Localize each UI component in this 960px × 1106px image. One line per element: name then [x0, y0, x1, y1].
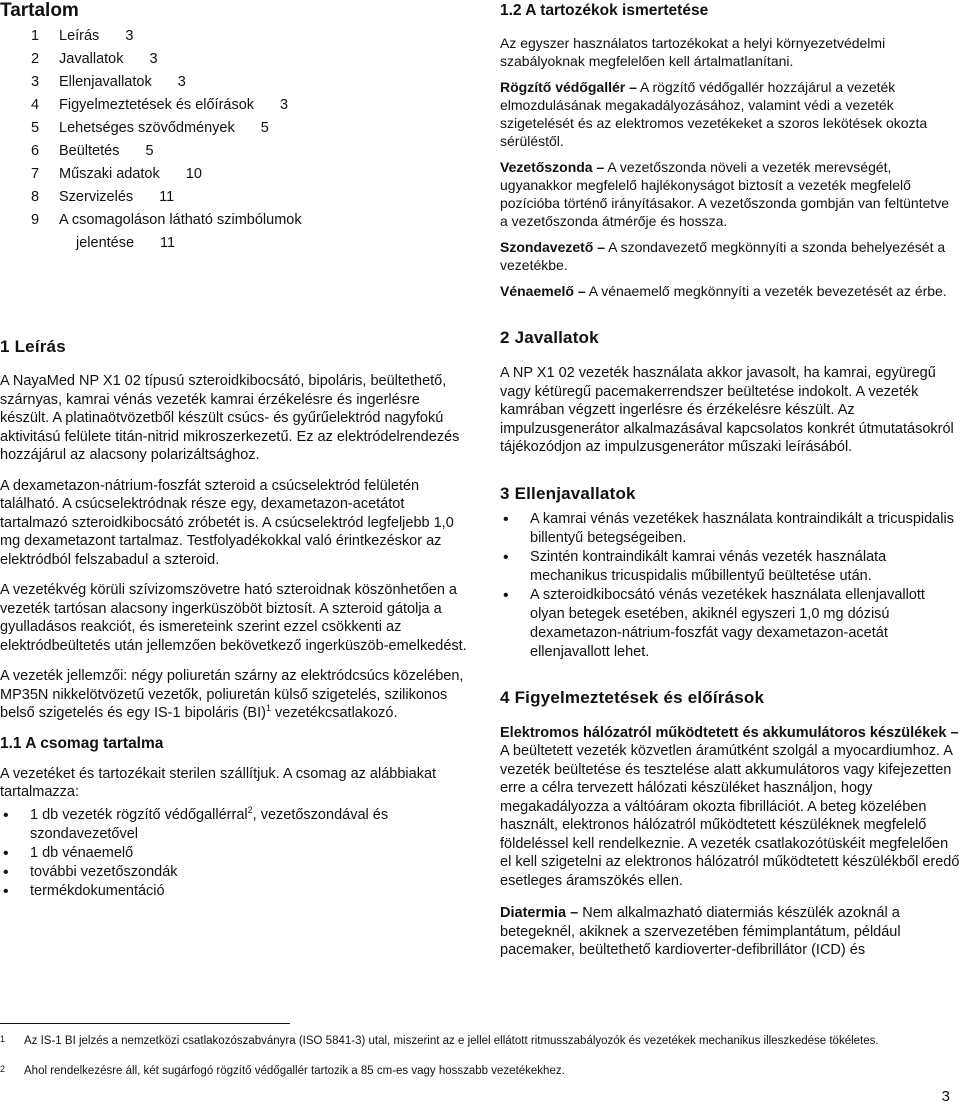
paragraph: A vezetékvég körüli szívizomszövetre ható szteroidnak köszönhetően a vezeték tartósan alacsony ingerküszöböt biztosít. A szteroid gátolja a gyulladásos reakciót, és ismereteink szerint ezzel csökkenti az elektródbeültetés után jellemzően bekövetkező ingerküszöb-emelkedést.	[0, 582, 467, 654]
footnote-ref[interactable]: 2	[247, 804, 253, 815]
toc-item[interactable]: 9 A csomagoláson látható szimbólumok	[31, 212, 302, 228]
toc-item[interactable]: 2 Javallatok 3	[31, 51, 158, 67]
left-column	[0, 0, 468, 901]
paragraph: A NP X1 02 vezeték használata akkor javasolt, ha kamrai, együregű vagy kétüregű pacemakerrendszer beültetése indokolt. A vezeték kamrában végzett ingerlésre és érzékelésre készült. Az impulzusgenerátor alkalmazásával kapcsolatos konkrét útmutatásokról tájékozódjon az impulzusgenerátor műszaki leírásából.	[500, 365, 954, 455]
section-heading-tartozekok: 1.2 A tartozékok ismertetése	[500, 2, 709, 19]
section-heading-ellenjavallatok: 3 Ellenjavallatok	[500, 483, 636, 503]
package-contents-list	[0, 806, 468, 901]
list-item: • 1 db vezeték rögzítő védőgallérral$^2$, vezetőszondával és szondavezetővel	[0, 806, 468, 844]
contraindications-list	[500, 510, 960, 662]
section-heading-figyelmeztetesek: 4 Figyelmeztetések és előírások	[500, 687, 765, 707]
toc-item[interactable]: 6 Beültetés 5	[31, 143, 154, 159]
footnote-2: 2 Ahol rendelkezésre áll, két sugárfogó rögzítő védőgallér tartozik a 85 cm-es vagy hosszabb vezetékekhez.	[0, 1064, 565, 1077]
section-heading-leiras: 1 Leírás	[0, 337, 66, 356]
term-paragraph: Diatermia – Nem alkalmazható diatermiás készülék azoknál a betegeknél, akiknek a szervezetében fémimplantátum, például pacemaker, beültethető kardioverter-defibrillátor (ICD) és	[500, 905, 901, 958]
footnote-ref[interactable]: 1	[265, 703, 271, 714]
page-number: 3	[941, 1088, 950, 1105]
section-heading-csomag: 1.1 A csomag tartalma	[0, 734, 164, 752]
toc-item[interactable]: 1 Leírás 3	[31, 28, 134, 44]
list-item: • termékdokumentáció	[0, 882, 468, 901]
toc-item[interactable]: 7 Műszaki adatok 10	[31, 166, 202, 182]
toc-title: Tartalom	[0, 0, 79, 21]
paragraph: A NayaMed NP X1 02 típusú szteroidkibocsátó, bipoláris, beültethető, szárnyas, kamrai vénás vezeték kamrai érzékelésre és ingerlésre készült. A platinaötvözetből készült csúcs- és gyűrűelektród nagyfokú aktivitású felülete titán-nitrid mikroszerkezetű. Ez az elektródelrendezés hozzájárul az alacsony polarizáltsághoz.	[0, 373, 460, 463]
toc-item[interactable]: 8 Szervizelés 11	[31, 189, 175, 205]
list-item: • Szintén kontraindikált kamrai vénás vezeték használata mechanikus tricuspidalis műbillentyű beültetése után.	[500, 548, 960, 586]
term-paragraph: Elektromos hálózatról működtetett és akkumulátoros készülékek – A beültetett vezeték közvetlen áramútként szolgál a myocardiumhoz. A vezeték beültetése és tesztelése alatt akkumulátoros vagy kifejezetten erre a célra tervezett hálózati készüléket használjon, hogy megakadályozza a váltóáram okozta fibrillációt. A beteg közelében használt, elektronos hálózatról működtetett készüléknek megfelelő földeléssel kell rendelkeznie. A vezeték csatlakozótüskéit megfelelően el kell szigetelni az elektronos hálózatról működtetett készülékből eredő esetleges áramszökés ellen.	[500, 724, 960, 889]
term-paragraph: Vénaemelő – A vénaemelő megkönnyíti a vezeték bevezetését az érbe.	[500, 283, 947, 299]
paragraph: Az egyszer használatos tartozékokat a helyi környezetvédelmi szabályoknak megfelelően kell ártalmatlanítani.	[500, 35, 886, 69]
right-column	[500, 0, 960, 960]
section-heading-javallatok: 2 Javallatok	[500, 328, 599, 347]
paragraph: A vezeték jellemzői: négy poliuretán szárny az elektródcsúcs közelében, MP35N nikkelötvözetű vezetők, poliuretán külső szigetelés, szilikonos belső szigetelés és egy IS-1 bipoláris (BI)$^1$ vezetékcsatlakozó.	[0, 668, 464, 721]
toc-list	[0, 25, 468, 255]
term-paragraph: Rögzítő védőgallér – A rögzítő védőgallér hozzájárul a vezeték elmozdulásának megakadályozásához, valamint védi a vezeték szigetelését és az elektromos vezetékeket a szoros lekötések okozta sérüléstől.	[500, 79, 928, 149]
paragraph: A dexametazon-nátrium-foszfát szteroid a csúcselektród felületén található. A csúcselektródnak része egy, dexametazon-acetátot tartalmazó szteroidkibocsátó zróbetét is. A csúcselektród legfeljebb 1,0 mg dexametazont tartalmaz. Testfolyadékokkal való érintkezéskor az elektródból felszabadul a szteroid.	[0, 477, 454, 568]
list-item: • további vezetőszondák	[0, 863, 468, 882]
term-paragraph: Szondavezető – A szondavezető megkönnyíti a szonda behelyezését a vezetékbe.	[500, 239, 946, 273]
toc-item[interactable]: 3 Ellenjavallatok 3	[31, 74, 186, 90]
list-item: • A kamrai vénás vezetékek használata kontraindikált a tricuspidalis billentyű betegségeiben.	[500, 510, 960, 548]
term-paragraph: Vezetőszonda – A vezetőszonda növeli a vezeték merevségét, ugyanakkor megfelelő hajlékonyságot biztosít a vezeték megfelelő pozícióba történő irányításakor. A vezetőszonda gombján van feltüntetve a vezetőszonda átmérője és hossza.	[500, 159, 950, 229]
footnote-1: 1 Az IS-1 BI jelzés a nemzetközi csatlakozószabványra (ISO 5841-3) utal, miszerint az e jellel ellátott ritmusszabályozók és vezetékek mechanikus illeszkedése tökéletes.	[0, 1034, 879, 1047]
list-item: • 1 db vénaemelő	[0, 844, 468, 863]
list-item: • A szteroidkibocsátó vénás vezetékek használata ellenjavallott olyan betegek esetében, akiknél egyszeri 1,0 mg dózisú dexametazon-nátrium-foszfát vagy dexametazon-acetát ellenjavallott lehet.	[500, 586, 960, 662]
toc-item-continuation[interactable]: jelentése 11	[76, 235, 176, 251]
footnote-divider	[0, 1023, 290, 1024]
toc-item[interactable]: 4 Figyelmeztetések és előírások 3	[31, 97, 289, 113]
paragraph: A vezetéket és tartozékait sterilen szállítjuk. A csomag az alábbiakat tartalmazza:	[0, 765, 437, 800]
toc-item[interactable]: 5 Lehetséges szövődmények 5	[31, 120, 269, 136]
